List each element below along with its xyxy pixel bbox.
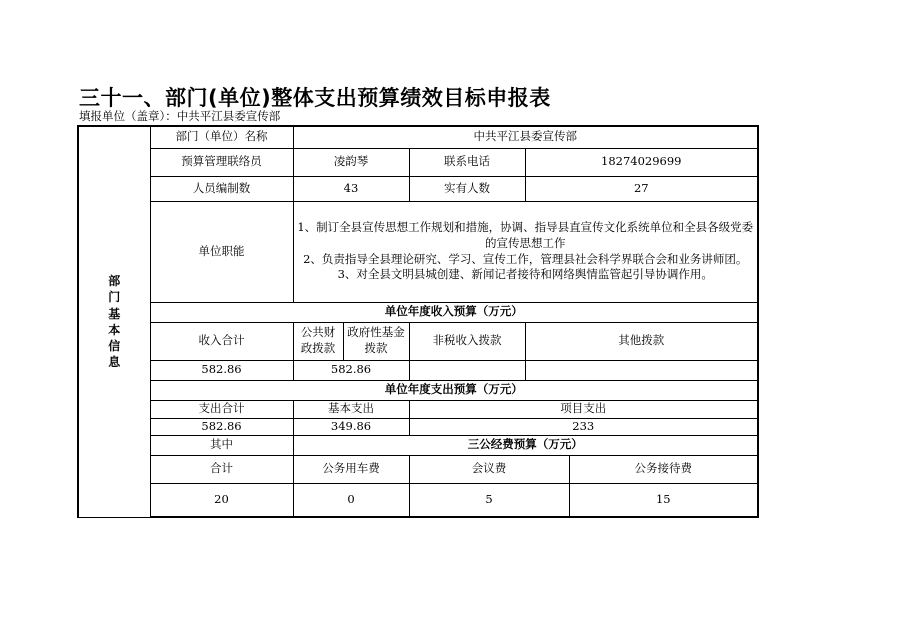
phone-value: 18274029699 — [525, 148, 758, 176]
income-total-value: 582.86 — [150, 360, 293, 380]
side-label: 部门基本信息 — [108, 274, 121, 370]
phone-label: 联系电话 — [409, 148, 525, 176]
gov-fund-label: 政府性基金拨款 — [343, 322, 409, 360]
dept-name-label: 部门（单位）名称 — [150, 126, 293, 148]
project-expense-label: 项目支出 — [409, 400, 758, 418]
other-funds-value — [525, 360, 758, 380]
three-public-total-label: 合计 — [150, 455, 293, 483]
staff-quota-label: 人员编制数 — [150, 176, 293, 201]
basic-expense-label: 基本支出 — [293, 400, 409, 418]
income-total-label: 收入合计 — [150, 322, 293, 360]
duty-content — [293, 201, 758, 302]
project-expense-value: 233 — [409, 418, 758, 435]
among-label: 其中 — [150, 435, 293, 455]
other-funds-label: 其他拨款 — [525, 322, 758, 360]
nontax-label: 非税收入拨款 — [409, 322, 525, 360]
side-label-cell — [78, 126, 150, 517]
duty-line-1: 1、制订全县宣传思想工作规划和措施，协调、指导县直宣传文化系统单位和全县各级党委的宣传思想工作 — [297, 220, 754, 250]
public-finance-value: 582.86 — [293, 360, 409, 380]
actual-staff-value: 27 — [525, 176, 758, 201]
income-section-header: 单位年度收入预算（万元） — [150, 302, 758, 322]
duty-line-3: 3、对全县文明县城创建、新闻记者接待和网络舆情监管起引导协调作用。 — [337, 267, 713, 282]
budget-contact-value: 凌韵琴 — [293, 148, 409, 176]
actual-staff-label: 实有人数 — [409, 176, 525, 201]
dept-name-value: 中共平江县委宣传部 — [293, 126, 758, 148]
public-finance-label: 公共财政拨款 — [293, 322, 343, 360]
meeting-fee-value: 5 — [409, 483, 569, 517]
official-car-value: 0 — [293, 483, 409, 517]
filling-unit: 填报单位（盖章）：中共平江县委宣传部 — [79, 109, 281, 123]
three-public-section-header: 三公经费预算（万元） — [293, 435, 758, 455]
staff-quota-value: 43 — [293, 176, 409, 201]
performance-table — [77, 125, 759, 518]
expense-total-label: 支出合计 — [150, 400, 293, 418]
nontax-value — [409, 360, 525, 380]
three-public-total-value: 20 — [150, 483, 293, 517]
budget-contact-label: 预算管理联络员 — [150, 148, 293, 176]
duty-label: 单位职能 — [150, 201, 293, 302]
expense-total-value: 582.86 — [150, 418, 293, 435]
page-title: 三十一、部门(单位)整体支出预算绩效目标申报表 — [79, 86, 551, 110]
reception-fee-value: 15 — [569, 483, 758, 517]
duty-line-2: 2、负责指导全县理论研究、学习、宣传工作，管理县社会科学界联合会和业务讲师团。 — [303, 251, 748, 266]
meeting-fee-label: 会议费 — [409, 455, 569, 483]
reception-fee-label: 公务接待费 — [569, 455, 758, 483]
expense-section-header: 单位年度支出预算（万元） — [150, 380, 758, 400]
basic-expense-value: 349.86 — [293, 418, 409, 435]
official-car-label: 公务用车费 — [293, 455, 409, 483]
